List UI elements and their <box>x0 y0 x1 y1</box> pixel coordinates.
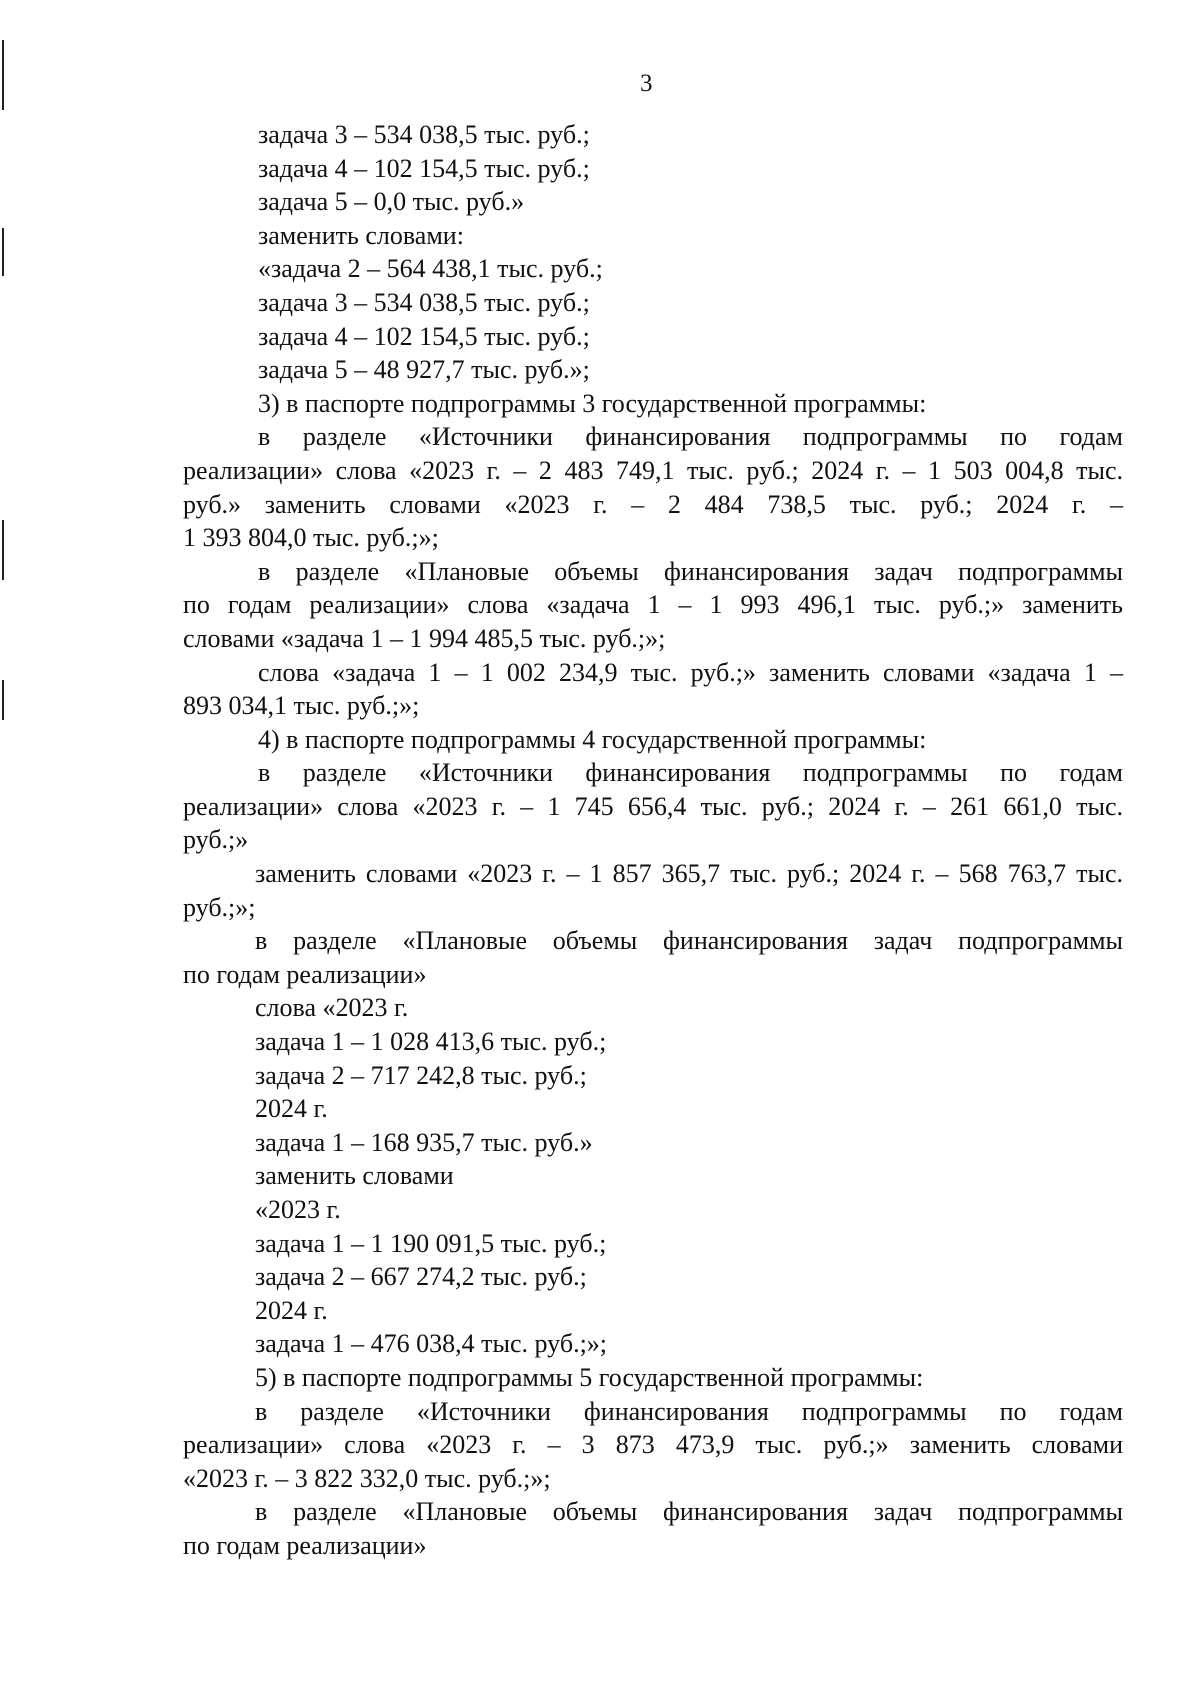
text-line: задача 5 – 0,0 тыс. руб.» <box>258 187 525 217</box>
text-line: задача 1 – 476 038,4 тыс. руб.;»; <box>255 1329 608 1359</box>
document-body <box>183 118 1123 1563</box>
section-item-5: 5) в паспорте подпрограммы 5 государственной программы: <box>255 1362 924 1392</box>
text-line: задача 1 – 1 190 091,5 тыс. руб.; <box>255 1228 607 1258</box>
text-line: 2024 г. <box>255 1295 328 1325</box>
paragraph-line: «2023 г. – 3 822 332,0 тыс. руб.;»; <box>183 1463 551 1493</box>
text-line: задача 2 – 667 274,2 тыс. руб.; <box>255 1262 587 1292</box>
paragraph-line: по годам реализации» <box>183 1530 427 1560</box>
text-line: заменить словами <box>255 1161 454 1191</box>
text-line: задача 4 – 102 154,5 тыс. руб.; <box>258 321 590 351</box>
paragraph-line: по годам реализации» <box>183 959 427 989</box>
paragraph-line: в разделе «Плановые объемы финансирования задач подпрограммы <box>255 1497 1123 1527</box>
paragraph-line: 893 034,1 тыс. руб.;»; <box>183 691 420 721</box>
paragraph-line: реализации» слова «2023 г. – 2 483 749,1 тыс. руб.; 2024 г. – 1 503 004,8 тыс. <box>183 455 1123 485</box>
paragraph-line: реализации» слова «2023 г. – 3 873 473,9 тыс. руб.;» заменить словами <box>183 1430 1123 1460</box>
scan-edge-mark <box>2 680 4 720</box>
text-line: задача 3 – 534 038,5 тыс. руб.; <box>258 287 590 317</box>
text-line: задача 5 – 48 927,7 тыс. руб.»; <box>258 355 590 385</box>
paragraph-line: 1 393 804,0 тыс. руб.;»; <box>183 523 439 553</box>
text-line: задача 3 – 534 038,5 тыс. руб.; <box>258 120 590 149</box>
text-line: задача 1 – 1 028 413,6 тыс. руб.; <box>255 1027 607 1057</box>
section-item-3: 3) в паспорте подпрограммы 3 государственной программы: <box>258 388 927 418</box>
paragraph-line: руб.;»; <box>183 892 256 922</box>
page-number: 3 <box>640 70 653 97</box>
paragraph-line: в разделе «Плановые объемы финансирования задач подпрограммы <box>255 926 1123 956</box>
paragraph-line: в разделе «Источники финансирования подпрограммы по годам <box>258 758 1123 788</box>
text-line: «2023 г. <box>255 1195 341 1224</box>
paragraph-line: по годам реализации» слова «задача 1 – 1 993 496,1 тыс. руб.;» заменить <box>183 590 1123 620</box>
text-line: задача 1 – 168 935,7 тыс. руб.» <box>255 1127 593 1157</box>
text-line: задача 4 – 102 154,5 тыс. руб.; <box>258 153 590 183</box>
paragraph-line: в разделе «Плановые объемы финансирования задач подпрограммы <box>258 556 1123 586</box>
text-line: слова «2023 г. <box>255 993 409 1023</box>
scan-edge-mark <box>2 40 4 110</box>
paragraph-line: слова «задача 1 – 1 002 234,9 тыс. руб.;» заменить словами «задача 1 – <box>258 657 1123 687</box>
text-line: «задача 2 – 564 438,1 тыс. руб.; <box>258 254 603 284</box>
paragraph-line: в разделе «Источники финансирования подпрограммы по годам <box>258 422 1123 452</box>
section-item-4: 4) в паспорте подпрограммы 4 государственной программы: <box>258 724 927 754</box>
text-line: 2024 г. <box>255 1094 328 1124</box>
text-line: задача 2 – 717 242,8 тыс. руб.; <box>255 1060 587 1090</box>
paragraph-line: реализации» слова «2023 г. – 1 745 656,4 тыс. руб.; 2024 г. – 261 661,0 тыс. <box>183 791 1123 821</box>
paragraph-line: руб.;» <box>183 825 249 855</box>
scan-edge-mark <box>2 228 4 276</box>
paragraph-line: заменить словами «2023 г. – 1 857 365,7 тыс. руб.; 2024 г. – 568 763,7 тыс. <box>255 859 1123 889</box>
paragraph-line: в разделе «Источники финансирования подпрограммы по годам <box>255 1396 1123 1426</box>
text-line: заменить словами: <box>258 220 464 250</box>
scan-edge-mark <box>2 520 4 580</box>
paragraph-line: словами «задача 1 – 1 994 485,5 тыс. руб.;»; <box>183 623 666 653</box>
paragraph-line: руб.» заменить словами «2023 г. – 2 484 738,5 тыс. руб.; 2024 г. – <box>183 489 1123 519</box>
